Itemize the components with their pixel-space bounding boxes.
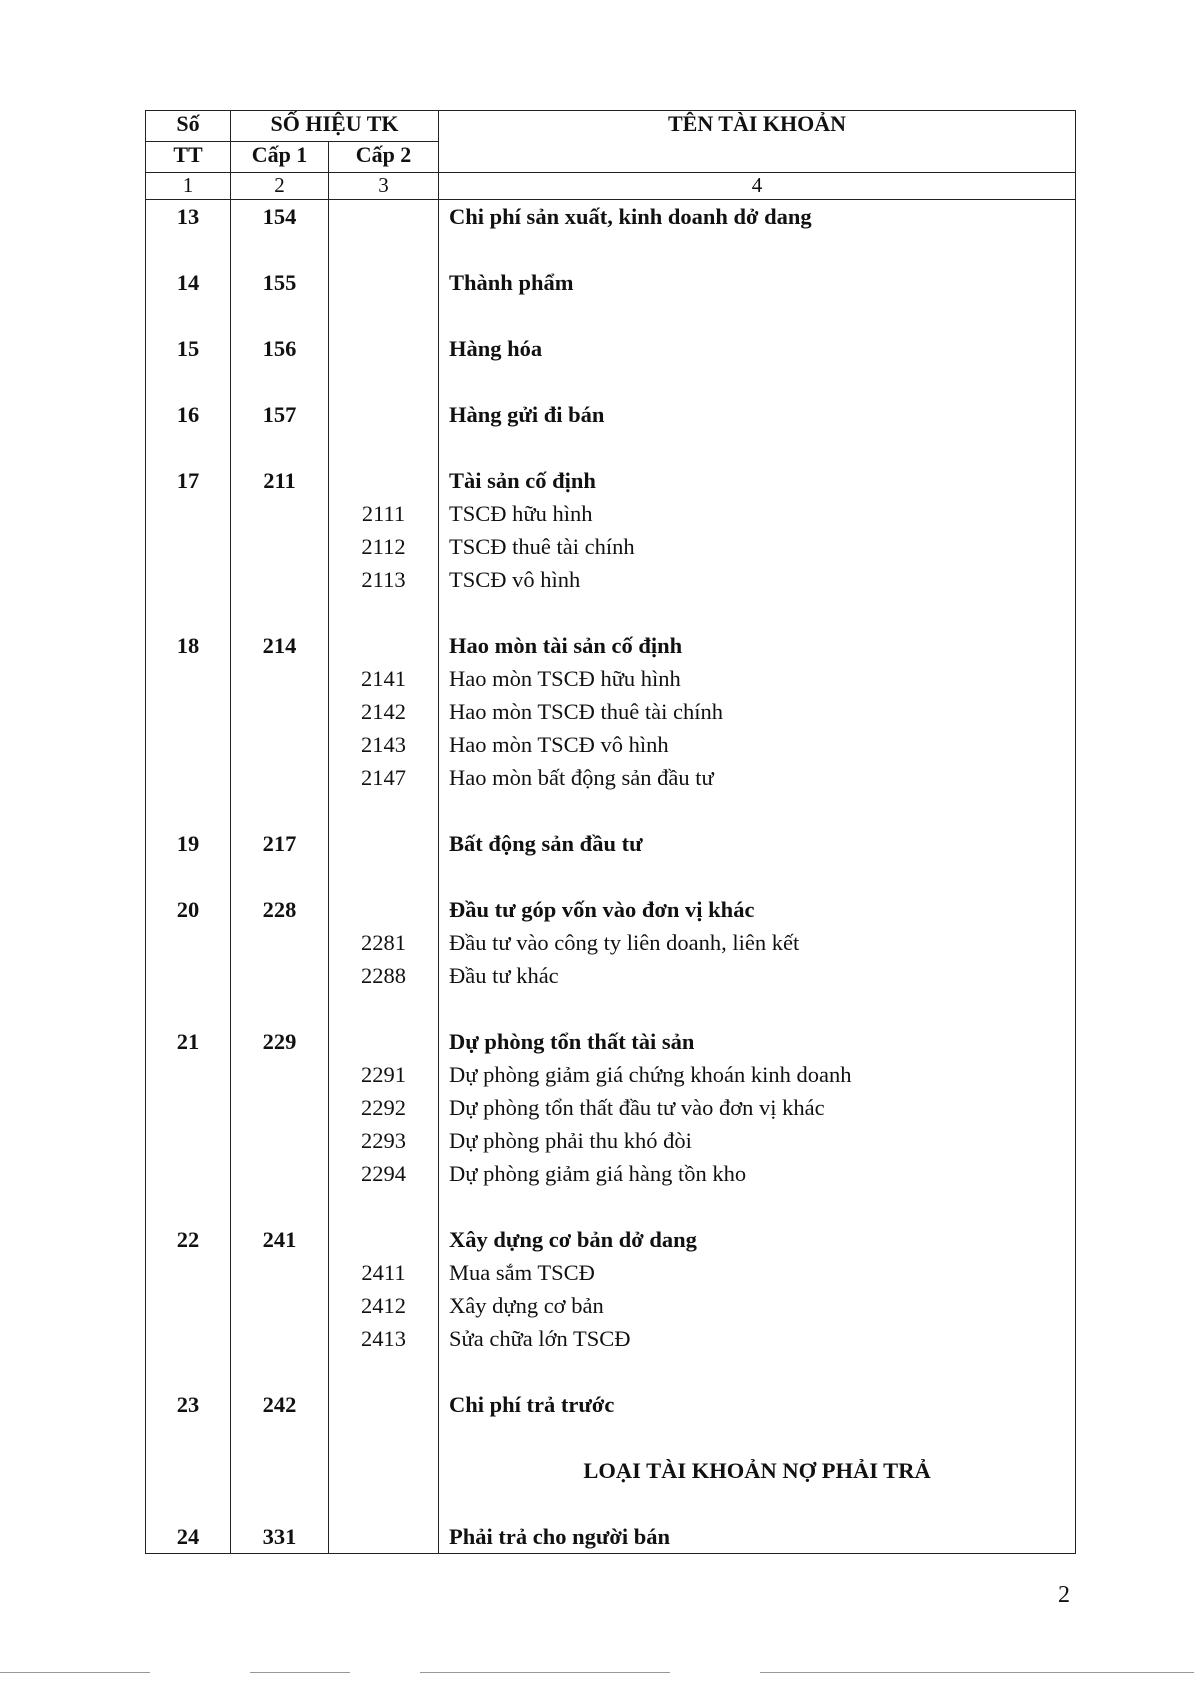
blank-line: [146, 596, 230, 629]
blank-line: [329, 332, 438, 365]
blank-line: [231, 1256, 328, 1289]
stt-cell: 19: [176, 831, 200, 856]
stt-column: [146, 200, 231, 1554]
blank-line: [231, 695, 328, 728]
blank-line: [439, 233, 1075, 266]
blank-line: [231, 761, 328, 794]
account-name-cell: Mua sắm TSCĐ: [449, 1260, 595, 1285]
header-so-hieu: SỐ HIỆU TK: [231, 111, 439, 142]
cap2-cell: 2292: [361, 1095, 406, 1120]
table-column-number-row: [146, 173, 1076, 200]
blank-line: [231, 1487, 328, 1520]
blank-line: [439, 794, 1075, 827]
table-body-row: [146, 200, 1076, 1554]
blank-line: [329, 1223, 438, 1256]
cap1-cell: 211: [263, 468, 296, 493]
account-name-cell: Hao mòn bất động sản đầu tư: [449, 765, 714, 790]
account-name-cell: Tài sản cố định: [449, 468, 596, 493]
blank-line: [146, 1124, 230, 1157]
blank-line: [146, 794, 230, 827]
col-num-2: 2: [231, 173, 329, 200]
blank-line: [231, 233, 328, 266]
cap2-cell: 2413: [361, 1326, 406, 1351]
blank-line: [329, 1190, 438, 1223]
blank-line: [146, 299, 230, 332]
account-table: [145, 110, 1076, 1554]
account-name-cell: Hao mòn TSCĐ vô hình: [449, 732, 669, 757]
blank-line: [146, 1058, 230, 1091]
cap2-cell: 2112: [361, 534, 406, 559]
blank-line: [329, 1487, 438, 1520]
account-name-cell: Hàng hóa: [449, 336, 543, 361]
account-name-cell: Đầu tư khác: [449, 963, 559, 988]
blank-line: [146, 1322, 230, 1355]
footer-rule: [420, 1672, 670, 1673]
stt-cell: 20: [176, 897, 200, 922]
blank-line: [329, 992, 438, 1025]
account-name-cell: Chi phí sản xuất, kinh doanh dở dang: [449, 204, 812, 229]
blank-line: [146, 761, 230, 794]
account-name-cell: TSCĐ vô hình: [449, 567, 581, 592]
cap1-cell: 229: [262, 1029, 297, 1054]
blank-line: [231, 1091, 328, 1124]
blank-line: [231, 662, 328, 695]
cap1-cell: 217: [262, 831, 297, 856]
cap2-cell: 2141: [361, 666, 406, 691]
blank-line: [439, 1355, 1075, 1388]
blank-line: [231, 1124, 328, 1157]
blank-line: [146, 1487, 230, 1520]
account-name-cell: LOẠI TÀI KHOẢN NỢ PHẢI TRẢ: [583, 1458, 931, 1483]
stt-cell: 18: [176, 633, 200, 658]
account-name-cell: Xây dựng cơ bản: [449, 1293, 604, 1318]
blank-line: [146, 1355, 230, 1388]
blank-line: [329, 1025, 438, 1058]
account-name-cell: Thành phẩm: [449, 270, 574, 295]
blank-line: [439, 860, 1075, 893]
blank-line: [329, 860, 438, 893]
header-stt-bottom: TT: [146, 142, 231, 173]
stt-cell: 24: [176, 1524, 200, 1549]
cap2-cell: 2113: [361, 567, 406, 592]
blank-line: [439, 431, 1075, 464]
account-name-cell: Dự phòng giảm giá chứng khoán kinh doanh: [449, 1062, 852, 1087]
account-name-cell: Dự phòng tổn thất tài sản: [449, 1029, 695, 1054]
blank-line: [231, 1454, 328, 1487]
blank-line: [146, 1454, 230, 1487]
col-num-1: 1: [146, 173, 231, 200]
blank-line: [146, 1157, 230, 1190]
account-name-cell: Chi phí trả trước: [449, 1392, 615, 1417]
blank-line: [146, 662, 230, 695]
cap1-column: [231, 200, 329, 1554]
account-name-cell: TSCĐ thuê tài chính: [449, 534, 635, 559]
blank-line: [439, 365, 1075, 398]
account-name-cell: Dự phòng giảm giá hàng tồn kho: [449, 1161, 747, 1186]
blank-line: [231, 728, 328, 761]
blank-line: [231, 563, 328, 596]
account-name-cell: Sửa chữa lớn TSCĐ: [449, 1326, 631, 1351]
blank-line: [231, 1421, 328, 1454]
blank-line: [231, 794, 328, 827]
footer-rule: [250, 1672, 350, 1673]
page-number: 2: [1058, 1582, 1070, 1608]
blank-line: [329, 464, 438, 497]
cap2-cell: 2412: [361, 1293, 406, 1318]
account-name-cell: Hàng gửi đi bán: [449, 402, 605, 427]
blank-line: [146, 860, 230, 893]
blank-line: [329, 1454, 438, 1487]
footer-rule: [760, 1672, 1194, 1673]
header-cap2: Cấp 2: [329, 142, 439, 173]
blank-line: [231, 431, 328, 464]
stt-cell: 23: [176, 1392, 200, 1417]
col-num-3: 3: [329, 173, 439, 200]
blank-line: [146, 926, 230, 959]
blank-line: [439, 596, 1075, 629]
account-name-cell: Dự phòng tổn thất đầu tư vào đơn vị khác: [449, 1095, 825, 1120]
blank-line: [329, 299, 438, 332]
blank-line: [329, 596, 438, 629]
blank-line: [231, 497, 328, 530]
blank-line: [329, 266, 438, 299]
blank-line: [231, 596, 328, 629]
cap2-cell: 2111: [361, 501, 406, 526]
blank-line: [146, 1091, 230, 1124]
blank-line: [231, 299, 328, 332]
cap2-cell: 2281: [361, 930, 406, 955]
account-name-cell: TSCĐ hữu hình: [449, 501, 593, 526]
blank-line: [146, 233, 230, 266]
blank-line: [231, 1190, 328, 1223]
blank-line: [329, 200, 438, 233]
stt-cell: 22: [176, 1227, 200, 1252]
account-name-cell: Hao mòn tài sản cố định: [449, 633, 683, 658]
blank-line: [329, 1388, 438, 1421]
cap1-cell: 241: [262, 1227, 297, 1252]
blank-line: [231, 1157, 328, 1190]
blank-line: [231, 1355, 328, 1388]
blank-line: [329, 398, 438, 431]
account-name-cell: Đầu tư góp vốn vào đơn vị khác: [449, 897, 755, 922]
stt-cell: 17: [176, 468, 200, 493]
blank-line: [146, 1256, 230, 1289]
blank-line: [231, 1058, 328, 1091]
blank-line: [231, 365, 328, 398]
blank-line: [231, 1322, 328, 1355]
account-name-cell: Đầu tư vào công ty liên doanh, liên kết: [449, 930, 800, 955]
blank-line: [231, 959, 328, 992]
blank-line: [439, 299, 1075, 332]
cap2-cell: 2293: [361, 1128, 406, 1153]
blank-line: [439, 1487, 1075, 1520]
blank-line: [146, 992, 230, 1025]
blank-line: [231, 992, 328, 1025]
account-name-cell: Phải trả cho người bán: [449, 1524, 671, 1549]
blank-line: [329, 893, 438, 926]
stt-cell: 13: [176, 204, 200, 229]
blank-line: [329, 827, 438, 860]
stt-cell: 16: [176, 402, 200, 427]
account-name-cell: Hao mòn TSCĐ hữu hình: [449, 666, 681, 691]
header-ten-tai-khoan: TÊN TÀI KHOẢN: [439, 111, 1076, 173]
account-name-column: [439, 200, 1076, 1554]
cap2-cell: 2411: [361, 1260, 406, 1285]
blank-line: [329, 431, 438, 464]
blank-line: [329, 1421, 438, 1454]
header-stt-top: Số: [146, 111, 231, 142]
col-num-4: 4: [439, 173, 1076, 200]
cap1-cell: 157: [262, 402, 297, 427]
cap1-cell: 228: [262, 897, 297, 922]
blank-line: [146, 959, 230, 992]
blank-line: [146, 431, 230, 464]
cap2-cell: 2143: [361, 732, 406, 757]
blank-line: [329, 233, 438, 266]
blank-line: [146, 1421, 230, 1454]
blank-line: [329, 365, 438, 398]
blank-line: [146, 1190, 230, 1223]
cap2-cell: 2294: [361, 1161, 406, 1186]
blank-line: [146, 563, 230, 596]
header-cap1: Cấp 1: [231, 142, 329, 173]
cap1-cell: 242: [262, 1392, 297, 1417]
table-header-row-1: [146, 111, 1076, 142]
blank-line: [231, 1289, 328, 1322]
cap1-cell: 154: [262, 204, 297, 229]
blank-line: [231, 860, 328, 893]
blank-line: [329, 1520, 438, 1553]
cap1-cell: 214: [262, 633, 297, 658]
stt-cell: 21: [176, 1029, 200, 1054]
cap2-cell: 2147: [361, 765, 406, 790]
cap2-cell: 2291: [361, 1062, 406, 1087]
blank-line: [231, 530, 328, 563]
cap1-cell: 156: [262, 336, 297, 361]
blank-line: [146, 728, 230, 761]
blank-line: [329, 1355, 438, 1388]
account-name-cell: Dự phòng phải thu khó đòi: [449, 1128, 692, 1153]
blank-line: [439, 1421, 1075, 1454]
footer-rule: [0, 1672, 150, 1673]
blank-line: [439, 992, 1075, 1025]
account-name-cell: Hao mòn TSCĐ thuê tài chính: [449, 699, 723, 724]
account-name-cell: Xây dựng cơ bản dở dang: [449, 1227, 697, 1252]
blank-line: [329, 794, 438, 827]
blank-line: [146, 365, 230, 398]
blank-line: [329, 629, 438, 662]
blank-line: [231, 926, 328, 959]
cap1-cell: 155: [262, 270, 297, 295]
blank-line: [146, 530, 230, 563]
cap2-cell: 2142: [361, 699, 406, 724]
blank-line: [439, 1190, 1075, 1223]
blank-line: [146, 695, 230, 728]
cap2-column: [329, 200, 439, 1554]
blank-line: [146, 1289, 230, 1322]
stt-cell: 14: [176, 270, 200, 295]
stt-cell: 15: [176, 336, 200, 361]
cap1-cell: 331: [262, 1524, 297, 1549]
cap2-cell: 2288: [361, 963, 406, 988]
account-name-cell: Bất động sản đầu tư: [449, 831, 643, 856]
blank-line: [146, 497, 230, 530]
